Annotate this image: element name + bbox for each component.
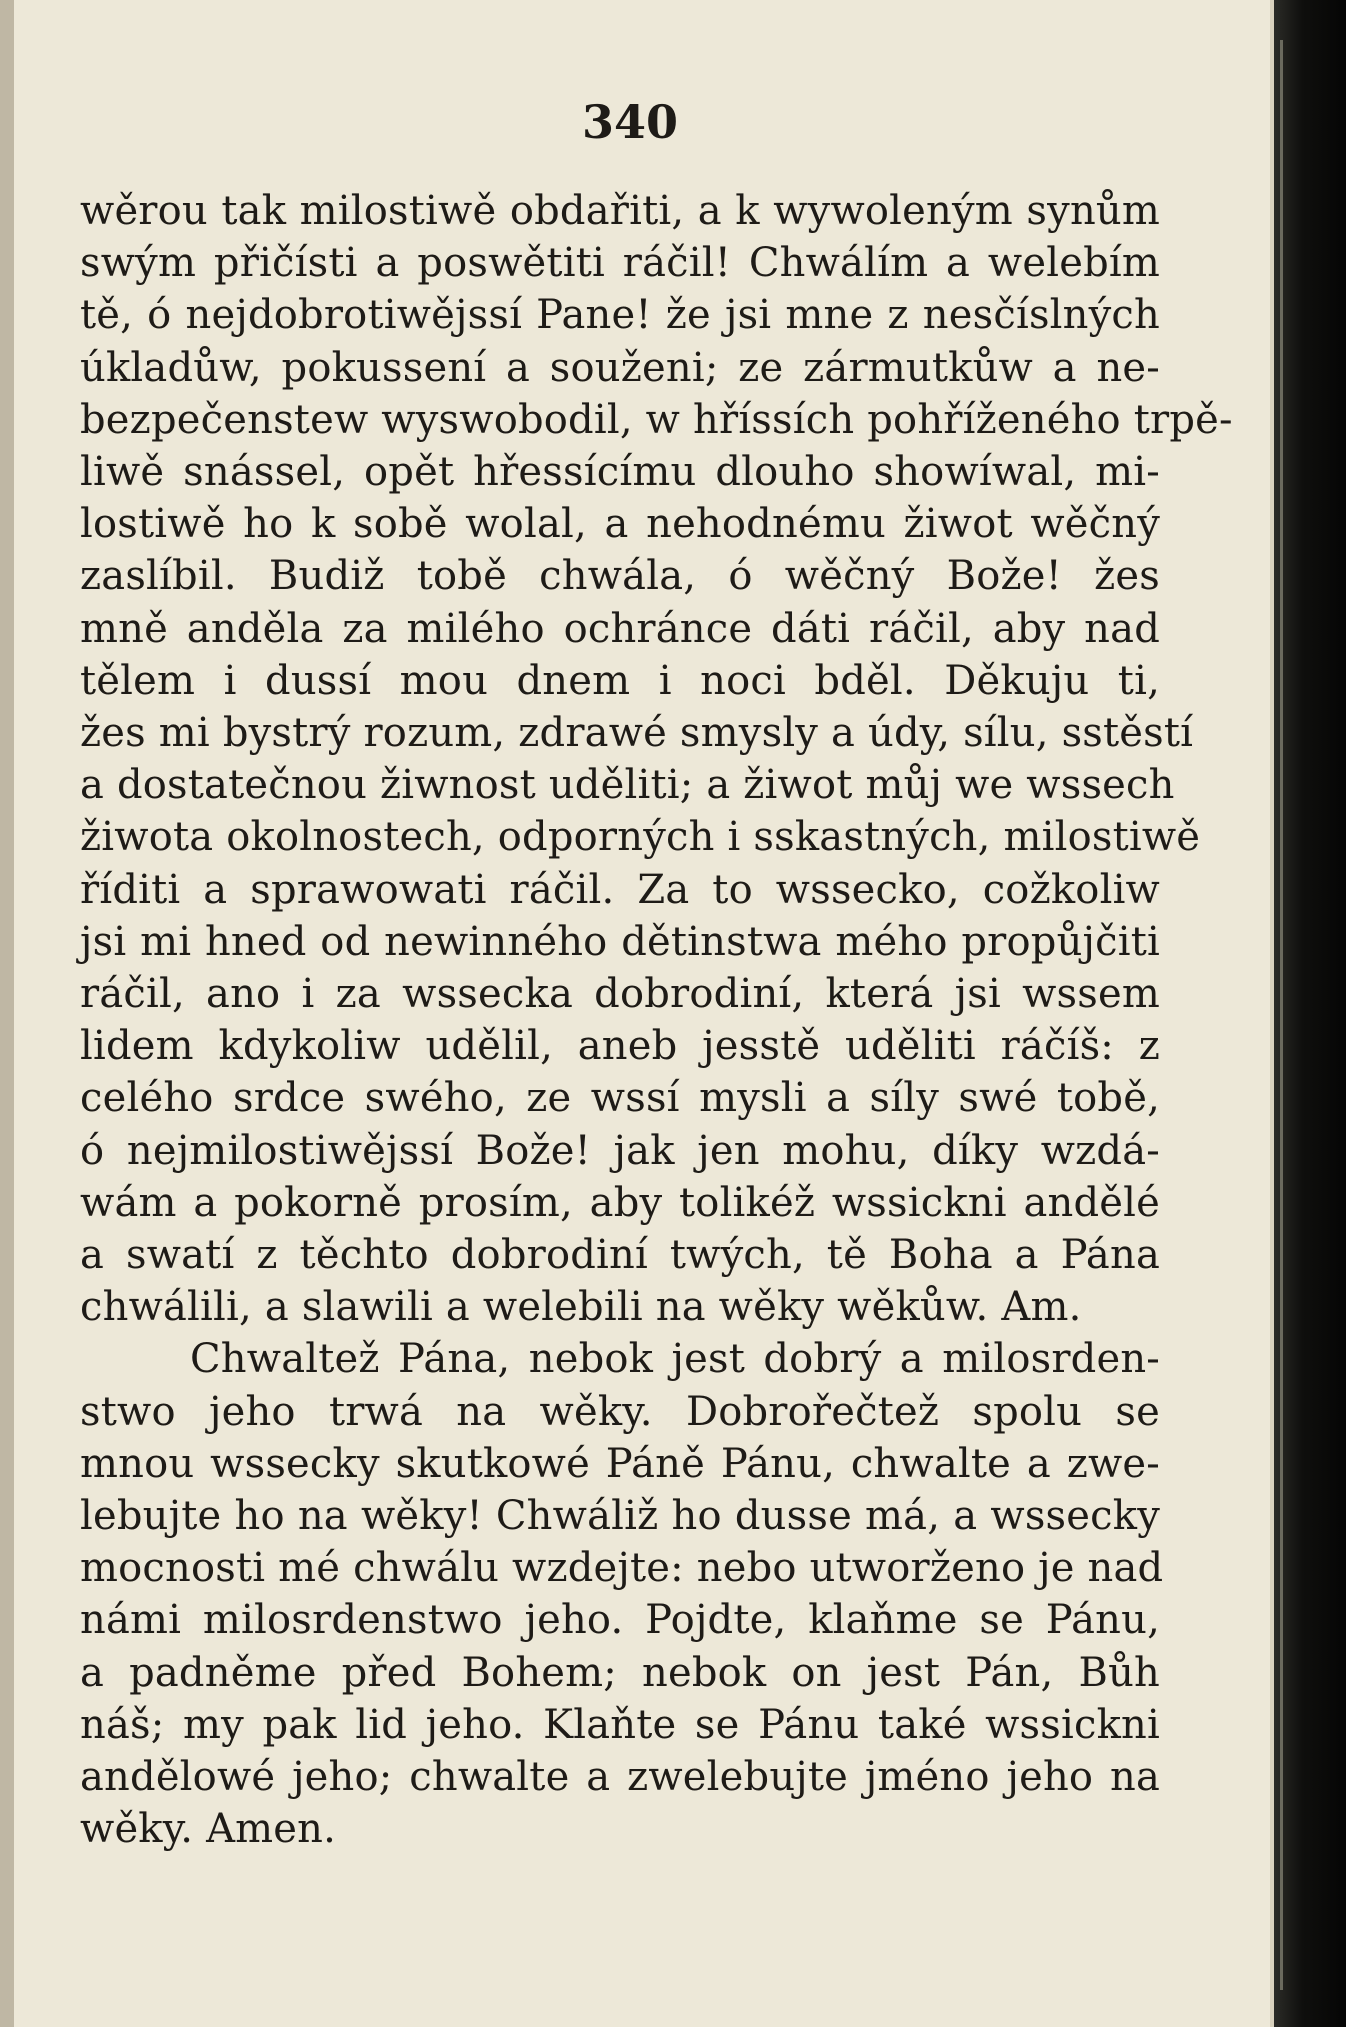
- text-line: a swatí z těchto dobrodiní twých, tě Boha a Pána: [80, 1232, 1160, 1279]
- book-spine-edge: [1274, 0, 1346, 2027]
- text-line: tě, ó nejdobrotiwějssí Pane! že jsi mne z nesčíslných: [80, 292, 1160, 339]
- text-line: swým přičísti a poswětiti ráčil! Chwálím a welebím: [80, 240, 1160, 287]
- text-line: wěky. Amen.: [80, 1806, 337, 1853]
- spine-highlight: [1280, 40, 1283, 1990]
- text-line: úkladůw, pokussení a souženi; ze zármutkůw a ne-: [80, 344, 1160, 391]
- text-line: lostiwě ho k sobě wolal, a nehodnému žiwot wěčný: [80, 501, 1160, 548]
- text-line: mně anděla za milého ochránce dáti ráčil, aby nad: [80, 605, 1160, 652]
- text-line: celého srdce swého, ze wssí mysli a síly swé tobě,: [80, 1075, 1160, 1122]
- text-line: chwálili, a slawili a welebili na wěky wěkůw. Am.: [80, 1284, 1082, 1331]
- paragraph-start-line: Chwaltež Pána, nebok jest dobrý a milosrden-: [190, 1336, 1160, 1383]
- text-line: wěrou tak milostiwě obdařiti, a k wywoleným synům: [80, 188, 1160, 234]
- page-gutter-edge: [0, 0, 14, 2027]
- page-number: 340: [581, 95, 679, 149]
- text-line: náš; my pak lid jeho. Klaňte se Pánu také wssickni: [80, 1701, 1160, 1748]
- text-line: jsi mi hned od newinného dětinstwa mého propůjčiti: [80, 918, 1160, 965]
- text-line: a padněme před Bohem; nebok on jest Pán, Bůh: [80, 1649, 1160, 1696]
- text-line: tělem i dussí mou dnem i noci bděl. Děkuju ti,: [80, 657, 1160, 704]
- text-line: wám a pokorně prosím, aby tolikéž wssickni andělé: [80, 1179, 1160, 1226]
- text-line: námi milosrdenstwo jeho. Pojdte, klaňme se Pánu,: [80, 1597, 1160, 1644]
- text-line: zaslíbil. Budiž tobě chwála, ó wěčný Bože! žes: [80, 553, 1160, 600]
- text-line: lebujte ho na wěky! Chwáliž ho dusse má, a wssecky: [80, 1493, 1160, 1540]
- text-line: žes mi bystrý rozum, zdrawé smysly a údy, sílu, sstěstí: [80, 710, 1194, 757]
- text-line: mocnosti mé chwálu wzdejte: nebo utworženo je nad: [80, 1545, 1164, 1592]
- text-line: ráčil, ano i za wssecka dobrodiní, která jsi wssem: [80, 971, 1160, 1018]
- text-line: žiwota okolnostech, odporných i sskastných, milostiwě: [80, 814, 1201, 861]
- text-line: lidem kdykoliw udělil, aneb jesstě uděliti ráčíš: z: [80, 1023, 1160, 1070]
- text-line: mnou wssecky skutkowé Páně Pánu, chwalte a zwe-: [80, 1440, 1160, 1487]
- text-line: ó nejmilostiwějssí Bože! jak jen mohu, díky wzdá-: [80, 1127, 1160, 1174]
- text-line: bezpečenstew wyswobodil, w hříssích pohříženého trpě-: [80, 396, 1233, 443]
- page-text: [80, 185, 1233, 1856]
- text-line: andělowé jeho; chwalte a zwelebujte jméno jeho na: [80, 1754, 1160, 1801]
- text-line: stwo jeho trwá na wěky. Dobrořečtež spolu se: [80, 1388, 1160, 1435]
- text-line: říditi a sprawowati ráčil. Za to wssecko, cožkoliw: [80, 866, 1160, 913]
- text-line: liwě snássel, opět hřessícímu dlouho showíwal, mi-: [80, 449, 1160, 496]
- text-line: a dostatečnou žiwnost uděliti; a žiwot můj we wssech: [80, 762, 1175, 809]
